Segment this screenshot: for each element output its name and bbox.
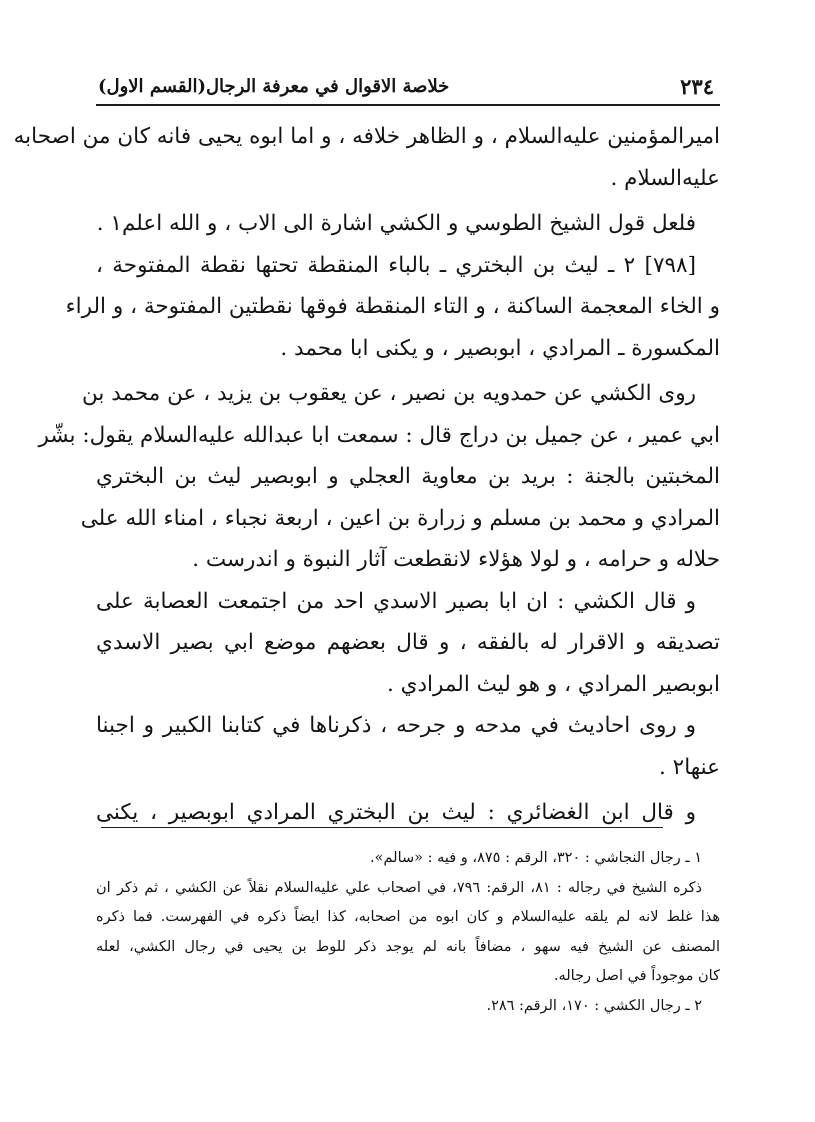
text-line: المخبتين بالجنة : بريد بن معاوية العجلي و ابوبصير ليث بن البختري <box>96 464 720 489</box>
text-line: عليه‌السلام . <box>610 165 720 191</box>
footnotes <box>96 844 720 1021</box>
footnote-line: كان موجوداً في اصل رجاله. <box>553 968 720 984</box>
text-line: المكسورة ـ المرادي ، ابوبصير ، و يكنى ابا محمد . <box>280 335 720 361</box>
text-line: و الخاء المعجمة الساكنة ، و التاء المنقطة فوقها نقطتين المفتوحة ، و الراء <box>65 294 720 319</box>
text-line: اميرالمؤمنين عليه‌السلام ، و الظاهر خلافه ، و اما ابوه يحيى فانه كان من اصحابه <box>13 124 720 149</box>
page-header <box>96 70 720 106</box>
footnote-line: هذا غلط لانه لم يلقه عليه‌السلام و كان ابوه من اصحابه، كذا ايضاً ذكره في الفهرست. فما ذكره <box>96 909 720 925</box>
text-line: حلاله و حرامه ، و لولا هؤلاء لانقطعت آثار النبوة و اندرست . <box>192 547 720 572</box>
text-line: المرادي و محمد بن مسلم و زرارة بن اعين ، اربعة نجباء ، امناء الله على <box>80 505 720 531</box>
footnote-line: المصنف عن الشيخ فيه سهو ، مضافاً بانه لم يوجد ذكر للوط بن يحيى في رجال الكشي، لعله <box>96 938 720 955</box>
page-number: ٢٣٤ <box>680 74 714 99</box>
text-line: و قال الكشي : ان ابا بصير الاسدي احد من اجتمعت العصابة على <box>96 588 696 614</box>
running-title: خلاصة الاقوال في معرفة الرجال(القسم الاول) <box>98 76 450 97</box>
footnote-line: ذكره الشيخ في رجاله : ٨١، الرقم: ٧٩٦، في اصحاب علي عليه‌السلام نقلاً عن الكشي ، ثم ذكر ان <box>96 879 702 896</box>
main-text <box>13 116 720 834</box>
text-line: و روى احاديث في مدحه و جرحه ، ذكرناها في كتابنا الكبير و اجبنا <box>96 713 696 738</box>
footnote-line: ٢ ـ رجال الكشي : ١٧٠، الرقم: ٢٨٦. <box>486 997 702 1014</box>
text-line: تصديقه و الاقرار له بالفقه ، و قال بعضهم موضع ابي بصير الاسدي <box>96 630 720 655</box>
text-line: فلعل قول الشيخ الطوسي و الكشي اشارة الى الاب ، و الله اعلم١ . <box>96 211 696 236</box>
text-line: عنها٢ . <box>658 754 720 780</box>
footnote-line: ١ ـ رجال النجاشي : ٣٢٠، الرقم : ٨٧٥، و فيه : «سالم». <box>370 850 702 866</box>
entry-heading-line: [٧٩٨] ٢ ـ ليث بن البختري ـ بالباء المنقطة تحتها نقطة المفتوحة ، <box>96 252 696 278</box>
footnote-separator <box>101 827 663 828</box>
text-line: و قال ابن الغضائري : ليث بن البختري المرادي ابوبصير ، يكنى <box>96 800 696 825</box>
text-line: ابوبصير المرادي ، و هو ليث المرادي . <box>386 671 720 697</box>
text-line: روى الكشي عن حمدويه بن نصير ، عن يعقوب بن يزيد ، عن محمد بن <box>82 381 696 406</box>
text-line: ابي عمير ، عن جميل بن دراج قال : سمعت ابا عبدالله عليه‌السلام يقول: بشّر <box>38 422 720 448</box>
